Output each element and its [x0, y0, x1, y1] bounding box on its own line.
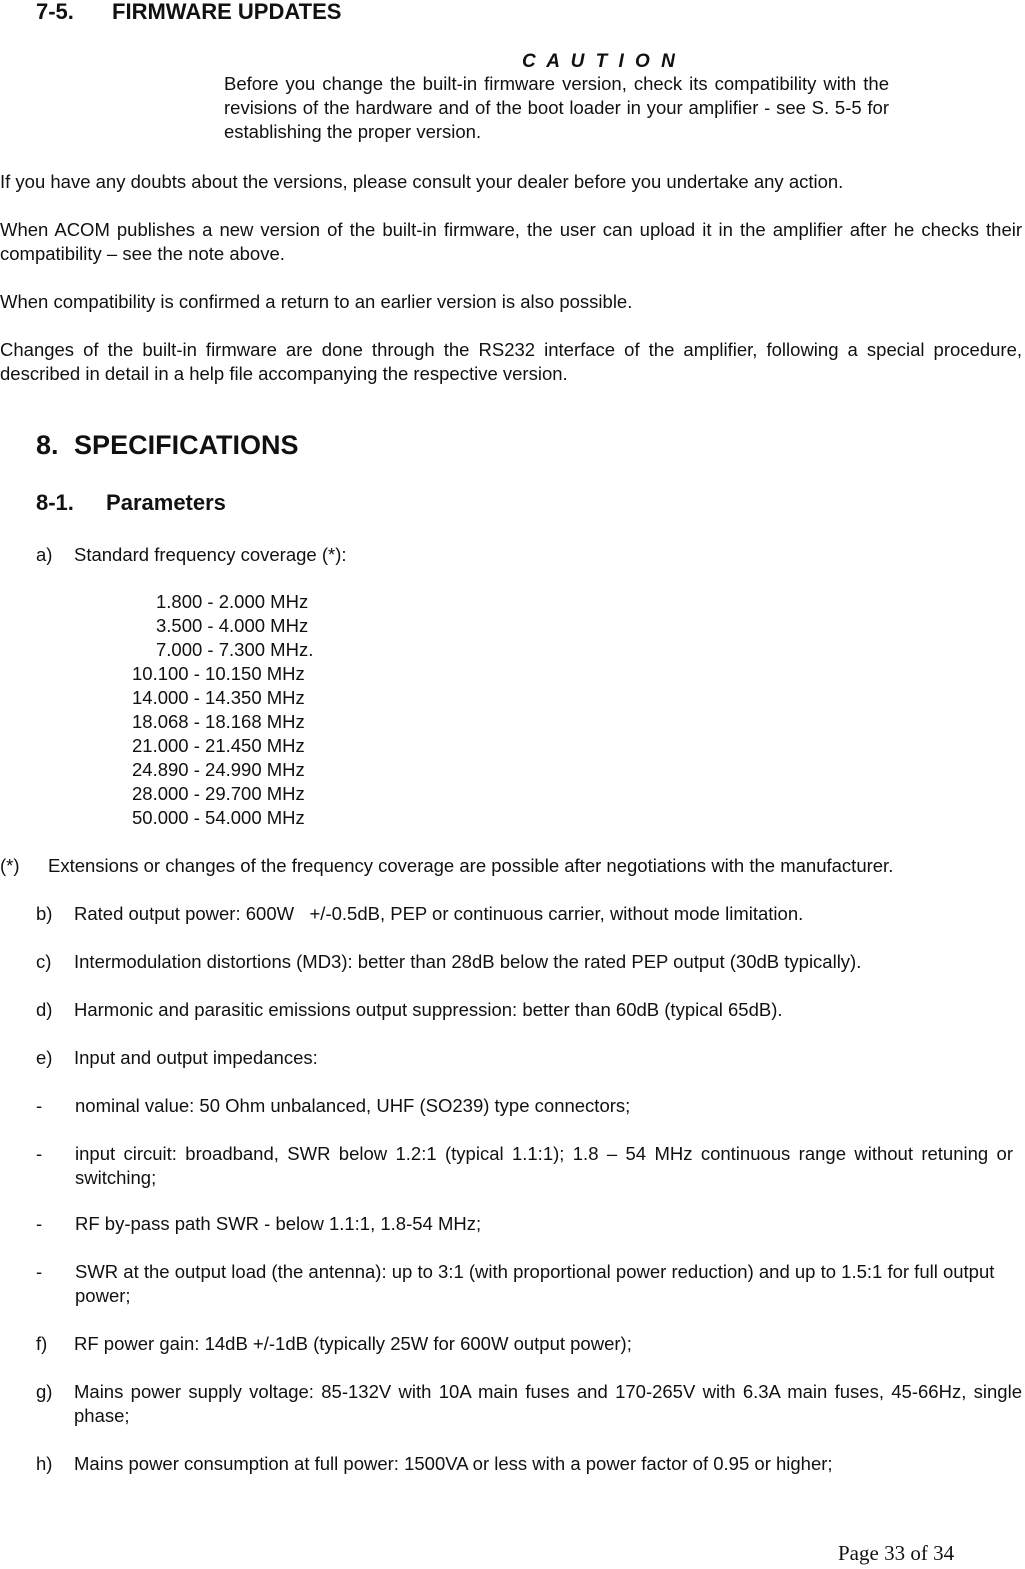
section-title: FIRMWARE UPDATES — [112, 0, 342, 24]
subsection-title: Parameters — [106, 490, 226, 515]
caution-title: C A U T I O N — [522, 51, 678, 72]
frequency-range: 3.500 - 4.000 MHz — [156, 615, 309, 636]
subsection-number: 8-1. — [36, 490, 74, 515]
item-a-label: a) — [36, 544, 53, 565]
dash-item-input-circuit: input circuit: broadband, SWR below 1.2:1 (typical 1.1:1); 1.8 – 54 MHz continuous range without retuning or switching; — [75, 1143, 1013, 1188]
frequency-range: 14.000 - 14.350 MHz — [132, 687, 305, 708]
paragraph-rs232: Changes of the built-in firmware are done through the RS232 interface of the amplifier, following a special procedure, described in detail in a help file accompanying the respective version. — [0, 339, 1022, 384]
item-e-label: e) — [36, 1047, 53, 1068]
frequency-range: 10.100 - 10.150 MHz — [132, 663, 305, 684]
section-number: 7-5. — [36, 0, 74, 24]
dash-item-bypass: RF by-pass path SWR - below 1.1:1, 1.8-54 MHz; — [75, 1213, 482, 1234]
frequency-range: 1.800 - 2.000 MHz — [156, 591, 309, 612]
paragraph-new-version: When ACOM publishes a new version of the built-in firmware, the user can upload it in the amplifier after he checks their compatibility – see the note above. — [0, 219, 1022, 264]
dash-mark: - — [36, 1095, 43, 1116]
dash-item-output-swr: SWR at the output load (the antenna): up to 3:1 (with proportional power reduction) and up to 1.5:1 for full output power; — [75, 1261, 995, 1306]
frequency-range: 7.000 - 7.300 MHz. — [156, 639, 314, 660]
item-h-label: h) — [36, 1453, 53, 1474]
item-c-text: Intermodulation distortions (MD3): better than 28dB below the rated PEP output (30dB typically). — [74, 951, 862, 972]
frequency-range: 28.000 - 29.700 MHz — [132, 783, 305, 804]
section-number: 8. — [36, 430, 59, 460]
page-number: Page 33 of 34 — [838, 1541, 955, 1565]
item-h-text: Mains power consumption at full power: 1500VA or less with a power factor of 0.95 or higher; — [74, 1453, 833, 1474]
item-d-text: Harmonic and parasitic emissions output suppression: better than 60dB (typical 65dB). — [74, 999, 783, 1020]
dash-item-nominal: nominal value: 50 Ohm unbalanced, UHF (SO239) type connectors; — [75, 1095, 631, 1116]
section-7-5-heading — [36, 0, 341, 24]
caution-text: Before you change the built-in firmware version, check its compatibility with the revisions of the hardware and of the boot loader in your amplifier - see S. 5-5 for establishing the proper version. — [224, 73, 889, 142]
item-g-text: Mains power supply voltage: 85-132V with 10A main fuses and 170-265V with 6.3A main fuses, 45-66Hz, single phase; — [74, 1381, 1022, 1426]
dash-mark: - — [36, 1261, 43, 1282]
frequency-range: 50.000 - 54.000 MHz — [132, 807, 305, 828]
item-c-label: c) — [36, 951, 52, 972]
paragraph-return: When compatibility is confirmed a return to an earlier version is also possible. — [0, 291, 633, 312]
section-title: SPECIFICATIONS — [74, 430, 299, 460]
item-e-text: Input and output impedances: — [74, 1047, 318, 1068]
dash-mark: - — [36, 1143, 43, 1164]
paragraph-doubts: If you have any doubts about the versions, please consult your dealer before you undertake any action. — [0, 171, 844, 192]
item-d-label: d) — [36, 999, 53, 1020]
footnote-text: Extensions or changes of the frequency coverage are possible after negotiations with the manufacturer. — [48, 855, 894, 876]
frequency-range: 21.000 - 21.450 MHz — [132, 735, 305, 756]
item-f-text: RF power gain: 14dB +/-1dB (typically 25W for 600W output power); — [74, 1333, 632, 1354]
item-b-label: b) — [36, 903, 53, 924]
item-g-label: g) — [36, 1381, 53, 1402]
dash-mark: - — [36, 1213, 43, 1234]
footnote-mark: (*) — [0, 855, 20, 876]
subsection-8-1-heading — [36, 491, 226, 515]
frequency-range: 18.068 - 18.168 MHz — [132, 711, 305, 732]
frequency-range: 24.890 - 24.990 MHz — [132, 759, 305, 780]
section-8-heading — [36, 430, 299, 460]
item-a-text: Standard frequency coverage (*): — [74, 544, 347, 565]
item-b-text: Rated output power: 600W +/-0.5dB, PEP or continuous carrier, without mode limitation. — [74, 903, 804, 924]
item-f-label: f) — [36, 1333, 48, 1354]
